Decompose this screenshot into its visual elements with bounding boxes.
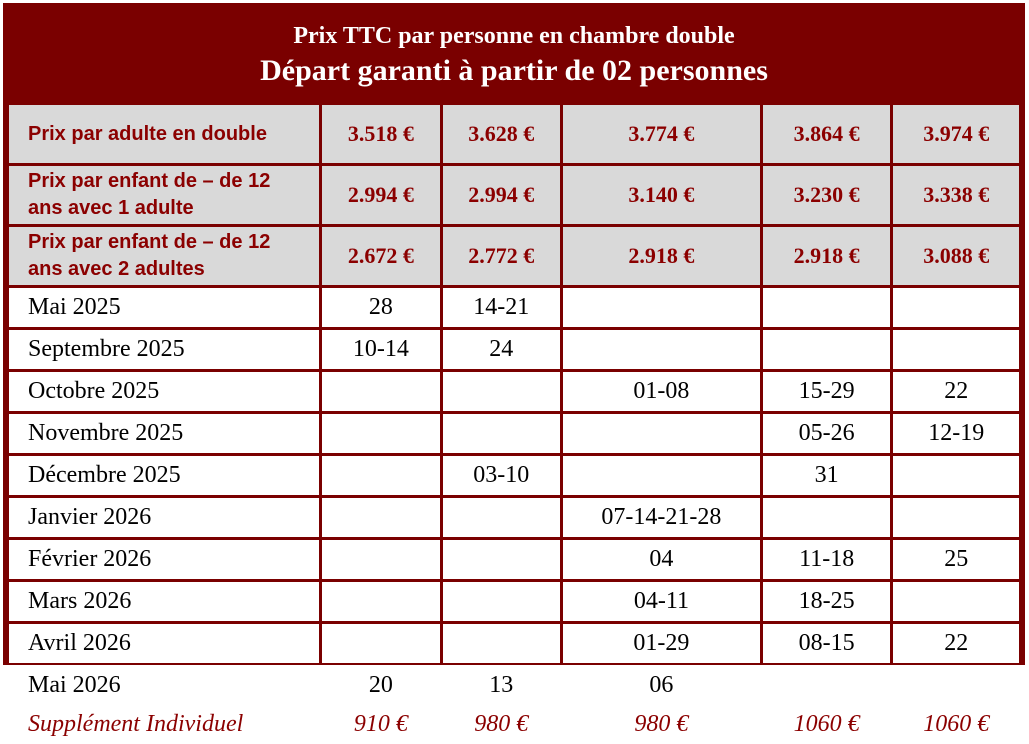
date-cell [322,498,439,537]
price-row-child-1-adult [9,166,1019,224]
date-row [9,666,1019,705]
price-cell: 2.918 € [763,227,891,285]
date-row [9,582,1019,621]
date-cell [443,498,560,537]
date-cell: 13 [443,666,560,705]
price-cell: 2.672 € [322,227,439,285]
month-label: Mai 2026 [9,666,319,705]
price-cell: 3.140 € [563,166,760,224]
date-row [9,288,1019,327]
price-row-label: Prix par enfant de – de 12 ans avec 1 adulte [9,166,319,224]
price-cell: 3.230 € [763,166,891,224]
price-cell: 3.518 € [322,105,439,163]
supplement-row [9,708,1019,741]
date-cell [443,540,560,579]
date-row [9,540,1019,579]
price-row-child-2-adults [9,227,1019,285]
price-cell: 2.994 € [322,166,439,224]
date-cell [443,372,560,411]
date-cell: 03-10 [443,456,560,495]
date-cell [763,666,891,705]
price-cell: 3.864 € [763,105,891,163]
price-row-adult [9,105,1019,163]
supplement-cell: 980 € [563,708,760,741]
date-row [9,498,1019,537]
price-cell: 3.088 € [893,227,1019,285]
date-cell [443,582,560,621]
date-cell [563,330,760,369]
date-cell: 28 [322,288,439,327]
date-row [9,330,1019,369]
date-cell [563,414,760,453]
date-cell [322,540,439,579]
date-row [9,414,1019,453]
month-label: Décembre 2025 [9,456,319,495]
price-cell: 2.918 € [563,227,760,285]
date-cell: 06 [563,666,760,705]
date-cell: 01-08 [563,372,760,411]
month-label: Avril 2026 [9,624,319,663]
date-cell: 04 [563,540,760,579]
date-cell: 24 [443,330,560,369]
date-cell [893,666,1019,705]
date-row [9,624,1019,663]
month-label: Septembre 2025 [9,330,319,369]
supplement-cell: 910 € [322,708,439,741]
date-cell: 05-26 [763,414,891,453]
date-cell: 04-11 [563,582,760,621]
date-cell: 20 [322,666,439,705]
date-cell: 15-29 [763,372,891,411]
header-line-2: Départ garanti à partir de 02 personnes [260,54,768,87]
price-cell: 2.772 € [443,227,560,285]
supplement-label: Supplément Individuel [9,708,319,741]
date-cell: 08-15 [763,624,891,663]
date-cell: 25 [893,540,1019,579]
date-row [9,456,1019,495]
price-cell: 3.338 € [893,166,1019,224]
date-row [9,372,1019,411]
price-cell: 2.994 € [443,166,560,224]
date-cell [322,624,439,663]
date-cell [322,372,439,411]
date-cell: 18-25 [763,582,891,621]
price-date-table [6,102,1022,744]
table-header [3,3,1025,99]
date-cell: 14-21 [443,288,560,327]
date-cell [443,624,560,663]
date-cell: 07-14-21-28 [563,498,760,537]
price-cell: 3.974 € [893,105,1019,163]
month-label: Novembre 2025 [9,414,319,453]
supplement-cell: 1060 € [763,708,891,741]
date-cell: 01-29 [563,624,760,663]
date-cell: 10-14 [322,330,439,369]
date-cell: 11-18 [763,540,891,579]
date-cell: 12-19 [893,414,1019,453]
date-cell [893,330,1019,369]
date-cell [763,288,891,327]
date-cell [893,456,1019,495]
supplement-cell: 980 € [443,708,560,741]
supplement-cell: 1060 € [893,708,1019,741]
date-cell [322,456,439,495]
month-label: Mai 2025 [9,288,319,327]
date-cell: 31 [763,456,891,495]
price-row-label: Prix par enfant de – de 12 ans avec 2 adultes [9,227,319,285]
price-cell: 3.774 € [563,105,760,163]
header-line-1: Prix TTC par personne en chambre double [293,23,735,49]
month-label: Mars 2026 [9,582,319,621]
date-cell [893,288,1019,327]
date-cell: 22 [893,372,1019,411]
date-cell [322,414,439,453]
date-cell [893,582,1019,621]
price-cell: 3.628 € [443,105,560,163]
date-cell [763,498,891,537]
date-cell [443,414,560,453]
price-row-label: Prix par adulte en double [9,105,319,163]
date-cell: 22 [893,624,1019,663]
date-cell [322,582,439,621]
date-cell [763,330,891,369]
price-table-frame [3,3,1025,737]
month-label: Janvier 2026 [9,498,319,537]
date-cell [563,456,760,495]
date-cell [563,288,760,327]
date-cell [893,498,1019,537]
month-label: Février 2026 [9,540,319,579]
month-label: Octobre 2025 [9,372,319,411]
